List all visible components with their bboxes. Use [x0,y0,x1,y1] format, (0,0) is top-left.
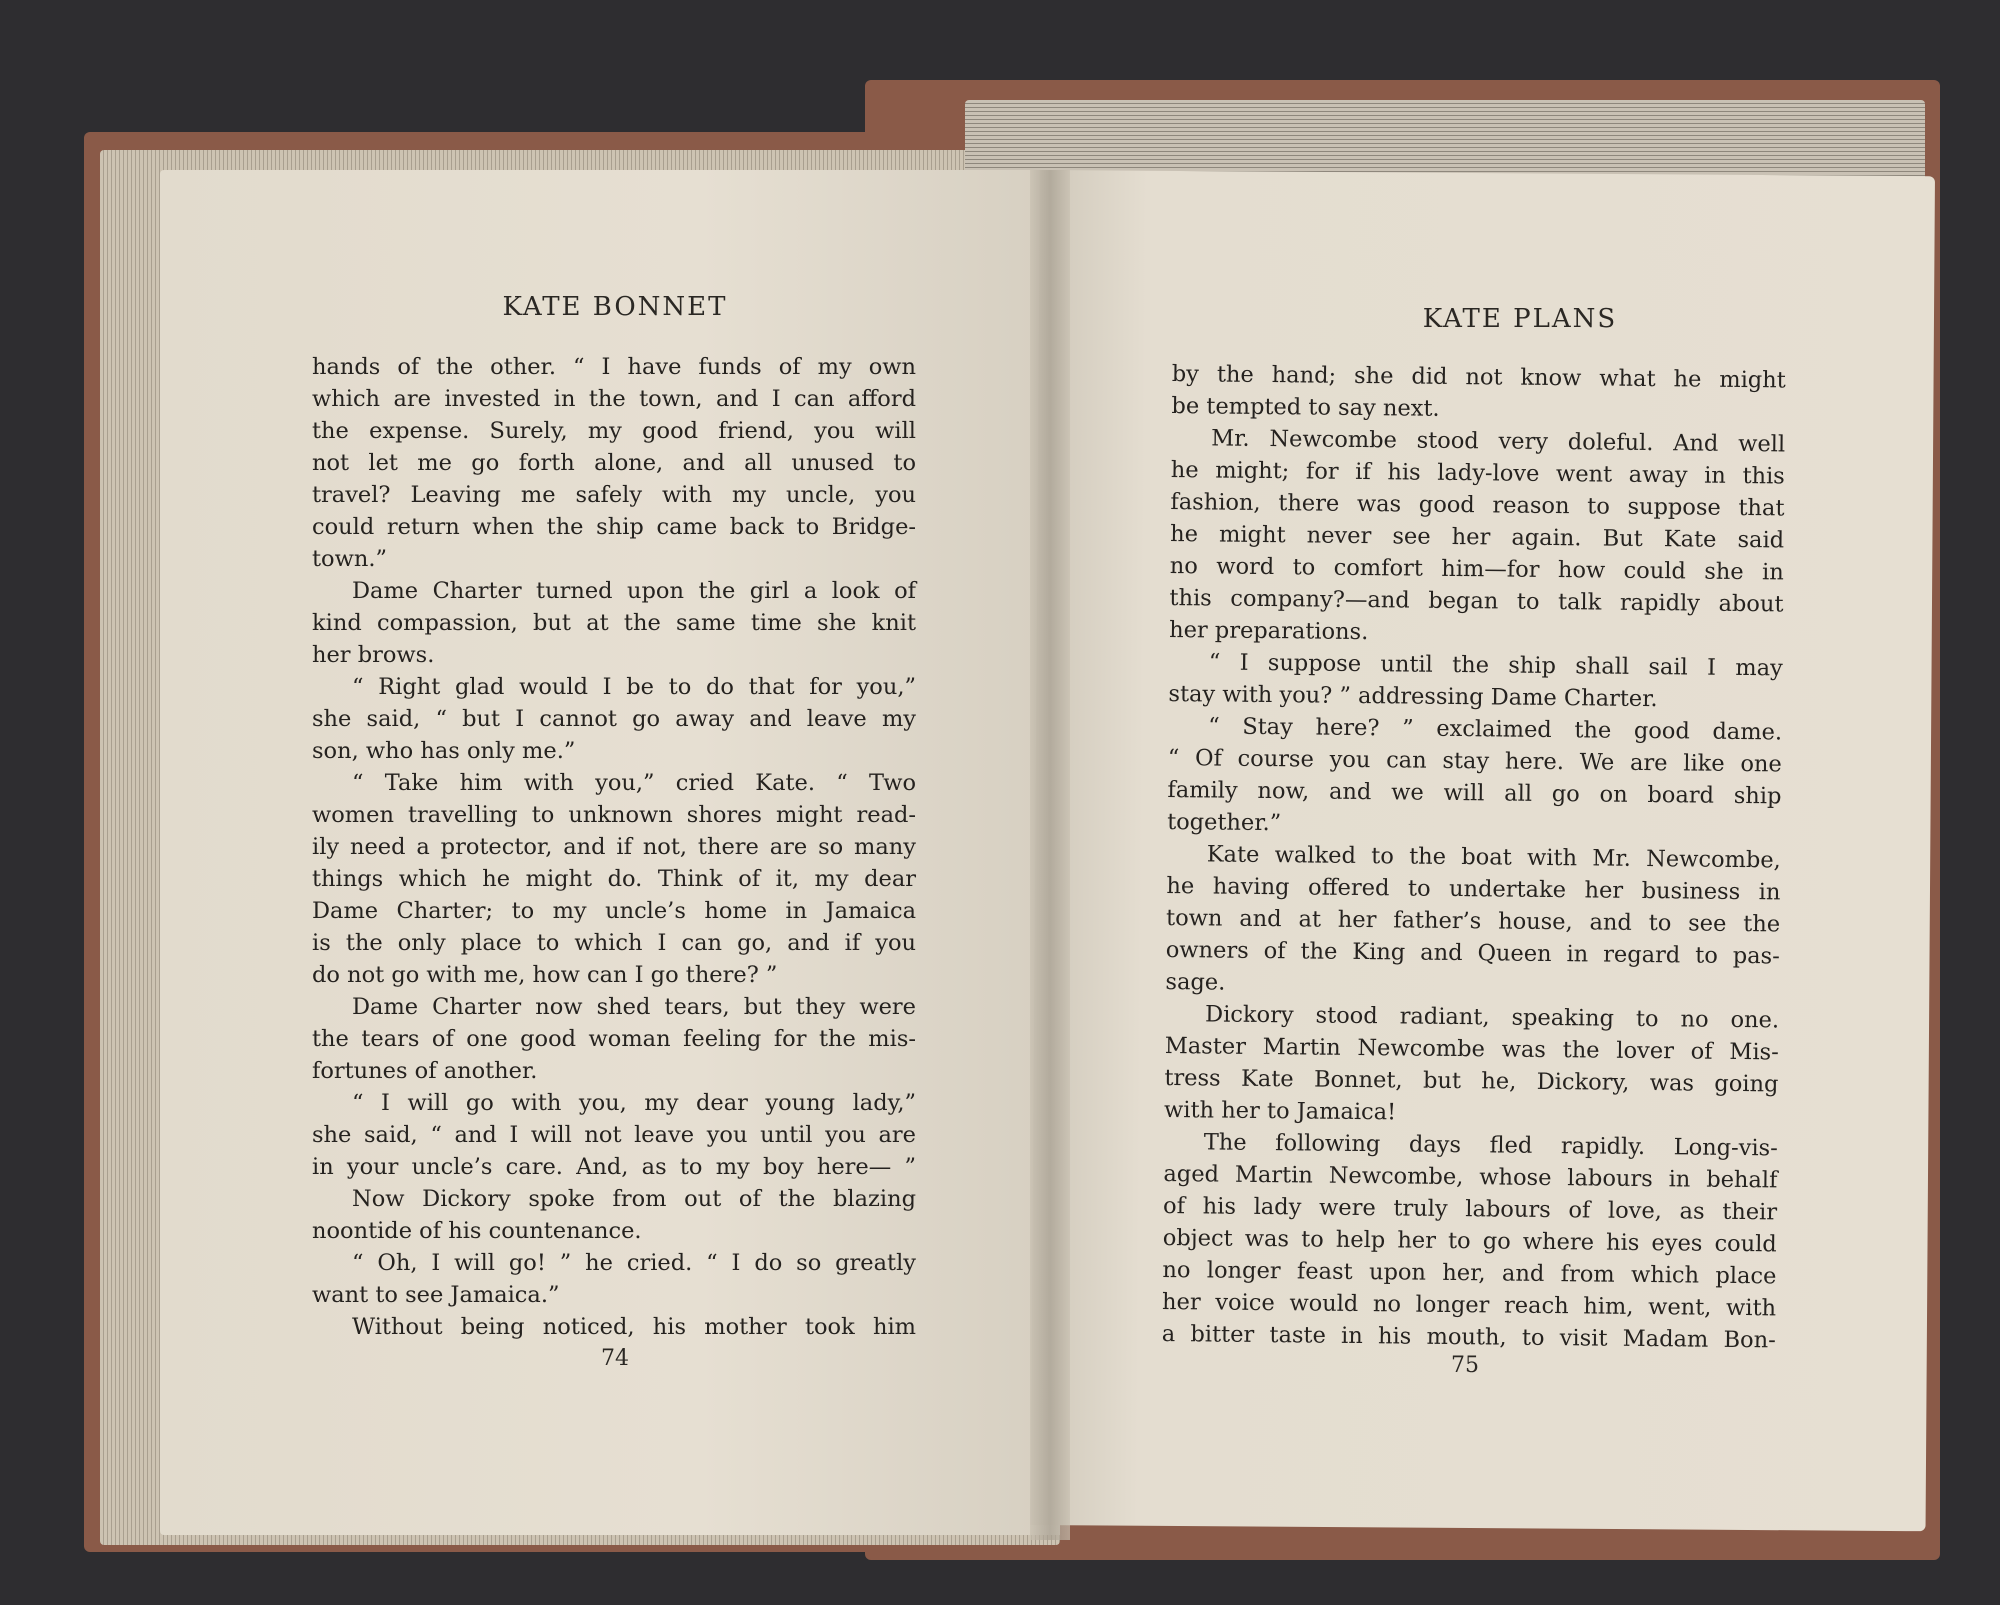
text-line: this company?—and began to talk rapidly about [1169,584,1784,618]
text-line: Dame Charter turned upon the girl a look of [352,578,916,604]
text-line: town and at her father’s house, and to see the [1165,904,1781,938]
text-line: owners of the King and Queen in regard to pas- [1165,936,1780,970]
text-line: in your uncle’s care. And, as to my boy here— ” [312,1154,916,1180]
text-line: want to see Jamaica.” [312,1282,560,1308]
text-line: things which he might do. Think of it, my dear [312,866,916,892]
text-line: family now, and we will all go on board ship [1167,776,1782,810]
text-line: fashion, there was good reason to suppose that [1170,488,1785,522]
text-line: she said, “ but I cannot go away and leave my [312,706,916,732]
text-line: sage. [1165,968,1226,996]
text-line: no word to comfort him—for how could she in [1169,552,1784,586]
text-line: Mr. Newcombe stood very doleful. And well [1211,425,1786,458]
left-running-head: KATE BONNET [502,292,728,322]
text-line: Dame Charter now shed tears, but they were [352,994,916,1020]
text-line: “ Of course you can stay here. We are like one [1167,744,1782,778]
text-line: town.” [312,546,387,572]
text-line: of his lady were truly labours of love, as their [1162,1192,1778,1226]
text-line: “ Right glad would I be to do that for you,” [352,674,916,700]
text-line: “ I will go with you, my dear young lady,” [352,1090,916,1116]
text-line: he having offered to undertake her business in [1166,872,1781,906]
text-line: tress Kate Bonnet, but he, Dickory, was going [1164,1064,1779,1098]
text-line: Now Dickory spoke from out of the blazing [352,1186,916,1212]
text-line: noontide of his countenance. [312,1218,642,1244]
left-page-text [312,351,916,1343]
text-line: aged Martin Newcombe, whose labours in behalf [1163,1160,1778,1194]
text-line: Dame Charter; to my uncle’s home in Jamaica [312,898,916,924]
text-line: travel? Leaving me safely with my uncle, you [312,482,916,508]
text-line: Kate walked to the boat with Mr. Newcombe, [1206,841,1781,874]
text-line: “ Take him with you,” cried Kate. “ Two [352,770,916,796]
text-line: by the hand; she did not know what he might [1171,360,1786,394]
text-line: her preparations. [1169,616,1369,646]
text-line: Dickory stood radiant, speaking to no one. [1204,1001,1780,1034]
right-running-head: KATE PLANS [1422,304,1618,334]
text-line: be tempted to say next. [1171,392,1440,422]
left-page-number: 74 [601,1346,629,1371]
text-line: could return when the ship came back to Bridge- [312,514,916,540]
text-line: the tears of one good woman feeling for the mis- [312,1026,916,1052]
text-line: “ Stay here? ” exclaimed the good dame. [1208,713,1783,746]
text-line: women travelling to unknown shores might read- [312,802,916,828]
right-page-number: 75 [1451,1353,1479,1378]
text-line: ily need a protector, and if not, there are so many [312,834,916,860]
text-line: Master Martin Newcombe was the lover of Mis- [1164,1032,1779,1066]
text-line: son, who has only me.” [312,738,576,764]
text-line: not let me go forth alone, and all unused to [312,450,916,476]
text-line: fortunes of another. [312,1058,538,1084]
text-line: a bitter taste in his mouth, to visit Madam Bon- [1161,1320,1776,1354]
text-line: her voice would no longer reach him, went, with [1161,1288,1777,1322]
text-line: together.” [1167,808,1282,837]
text-line: “ Oh, I will go! ” he cried. “ I do so greatly [352,1250,916,1276]
text-line: stay with you? ” addressing Dame Charter. [1168,680,1658,713]
text-line: do not go with me, how can I go there? ” [312,962,778,988]
text-line: hands of the other. “ I have funds of my own [312,354,916,380]
text-line: the expense. Surely, my good friend, you will [312,418,916,444]
text-line: no longer feast upon her, and from which place [1162,1256,1777,1290]
text-line: he might; for if his lady-love went away in this [1170,456,1785,490]
text-line: “ I suppose until the ship shall sail I may [1208,649,1783,682]
text-line: which are invested in the town, and I can afford [312,386,916,412]
text-line: he might never see her again. But Kate said [1170,520,1785,554]
text-line: The following days fled rapidly. Long-vis- [1203,1129,1778,1162]
text-line: is the only place to which I can go, and if you [312,930,916,956]
text-line: her brows. [312,642,435,668]
text-line: she said, “ and I will not leave you until you are [312,1122,916,1148]
book-gutter [1030,170,1070,1540]
text-line: Without being noticed, his mother took him [352,1314,916,1340]
text-line: object was to help her to go where his eyes could [1162,1224,1777,1258]
right-page-text [1162,358,1786,1356]
text-line: kind compassion, but at the same time she knit [312,610,916,636]
text-line: with her to Jamaica! [1163,1096,1397,1126]
